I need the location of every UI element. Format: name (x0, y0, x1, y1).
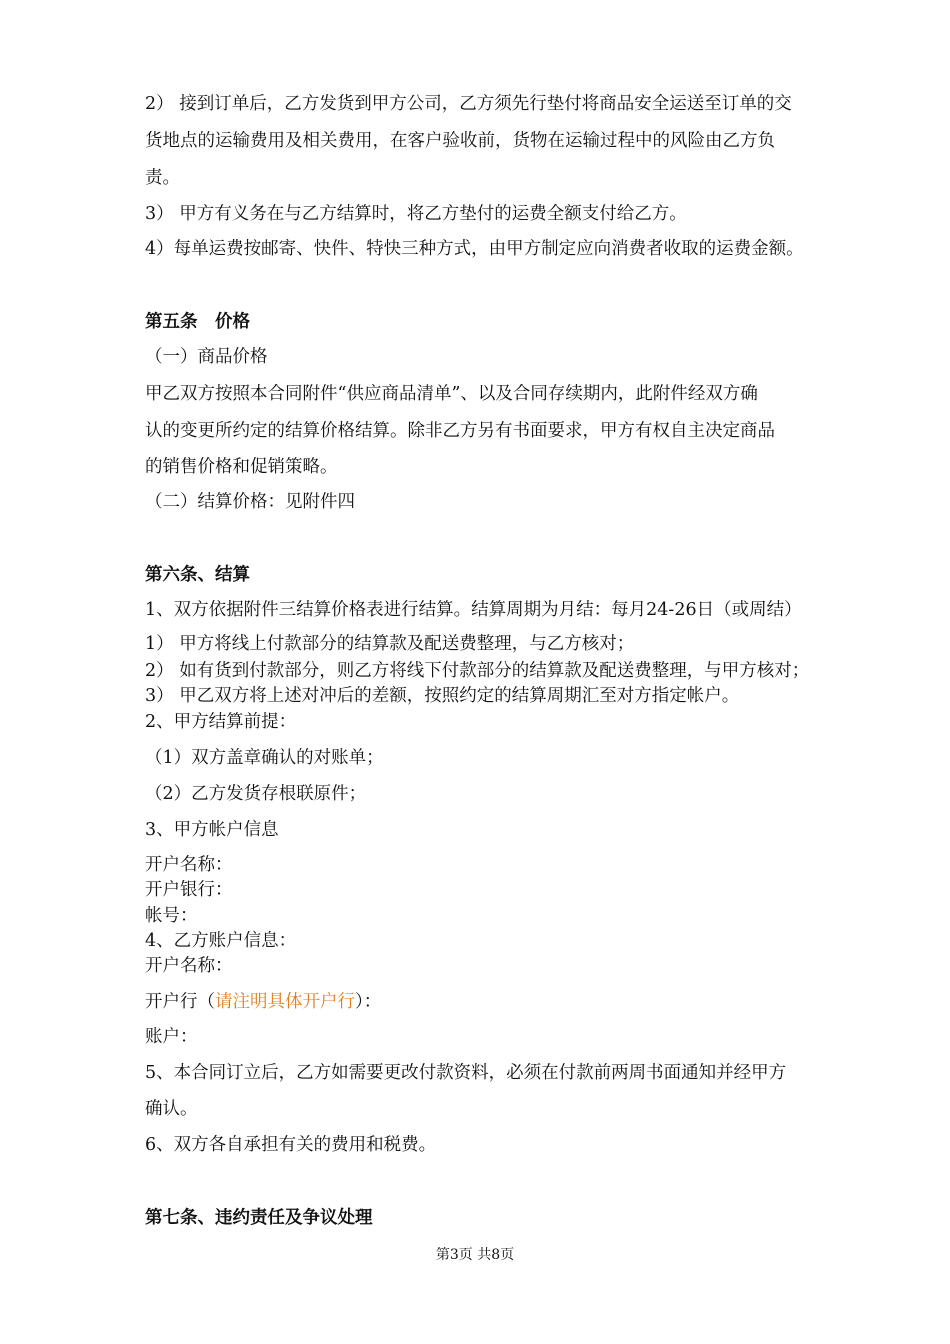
clause6-p1-2: 2） 如有货到付款部分，则乙方将线下付款部分的结算款及配送费整理，与甲方核对； (145, 661, 810, 681)
p4-bank-suffix: ）： (355, 992, 382, 1012)
clause6-p1-1: 1） 甲方将线上付款部分的结算款及配送费整理，与乙方核对； (145, 634, 635, 654)
clause6-p4: 4、乙方账户信息： (145, 931, 297, 951)
clause5-para-line2: 认的变更所约定的结算价格结算。除非乙方另有书面要求，甲方有权自主决定商品 (145, 421, 775, 441)
clause6-p1: 1、双方依据附件三结算价格表进行结算。结算周期为月结：每月24-26日（或周结） (145, 600, 802, 620)
clause6-p4-account: 账户： (145, 1027, 198, 1047)
clause5-sub1: （一）商品价格 (145, 347, 268, 367)
clause5-para-line1: 甲乙双方按照本合同附件“供应商品清单”、以及合同存续期内，此附件经双方确 (145, 384, 758, 404)
clause4-item2-line3: 责。 (145, 168, 180, 188)
page-footer: 第3页 共8页 (435, 1247, 515, 1263)
clause6-p4-name: 开户名称： (145, 956, 233, 976)
p4-bank-prefix: 开户行（ (145, 992, 215, 1012)
p4-bank-note: 请注明具体开户行 (215, 992, 355, 1012)
clause4-item2-line1: 2） 接到订单后，乙方发货到甲方公司，乙方须先行垫付将商品安全运送至订单的交 (145, 94, 792, 114)
clause6-p3: 3、甲方帐户信息 (145, 820, 279, 840)
clause6-p3-account: 帐号： (145, 906, 198, 926)
clause6-p3-bank: 开户银行： (145, 880, 233, 900)
clause5-sub2: （二）结算价格：见附件四 (145, 492, 355, 512)
clause6-p3-name: 开户名称： (145, 855, 233, 875)
clause4-item2-line2: 货地点的运输费用及相关费用，在客户验收前，货物在运输过程中的风险由乙方负 (145, 131, 775, 151)
clause6-p2: 2、甲方结算前提： (145, 712, 297, 732)
clause6-p5-line2: 确认。 (145, 1099, 198, 1119)
clause4-item3: 3） 甲方有义务在与乙方结算时，将乙方垫付的运费全额支付给乙方。 (145, 204, 687, 224)
clause6-p2-2: （2）乙方发货存根联原件； (145, 784, 367, 804)
clause6-p5-line1: 5、本合同订立后，乙方如需要更改付款资料，必须在付款前两周书面通知并经甲方 (145, 1063, 787, 1083)
clause6-heading: 第六条、结算 (145, 565, 250, 585)
clause7-heading: 第七条、违约责任及争议处理 (145, 1208, 373, 1228)
clause5-para-line3: 的销售价格和促销策略。 (145, 457, 338, 477)
clause6-p1-3: 3） 甲乙双方将上述对冲后的差额，按照约定的结算周期汇至对方指定帐户。 (145, 686, 740, 706)
clause4-item4: 4）每单运费按邮寄、快件、特快三种方式，由甲方制定应向消费者收取的运费金额。 (145, 239, 804, 259)
clause6-p2-1: （1）双方盖章确认的对账单； (145, 748, 384, 768)
clause6-p4-bank (145, 990, 850, 1014)
clause5-heading: 第五条 价格 (145, 312, 250, 332)
clause6-p6: 6、双方各自承担有关的费用和税费。 (145, 1135, 437, 1155)
